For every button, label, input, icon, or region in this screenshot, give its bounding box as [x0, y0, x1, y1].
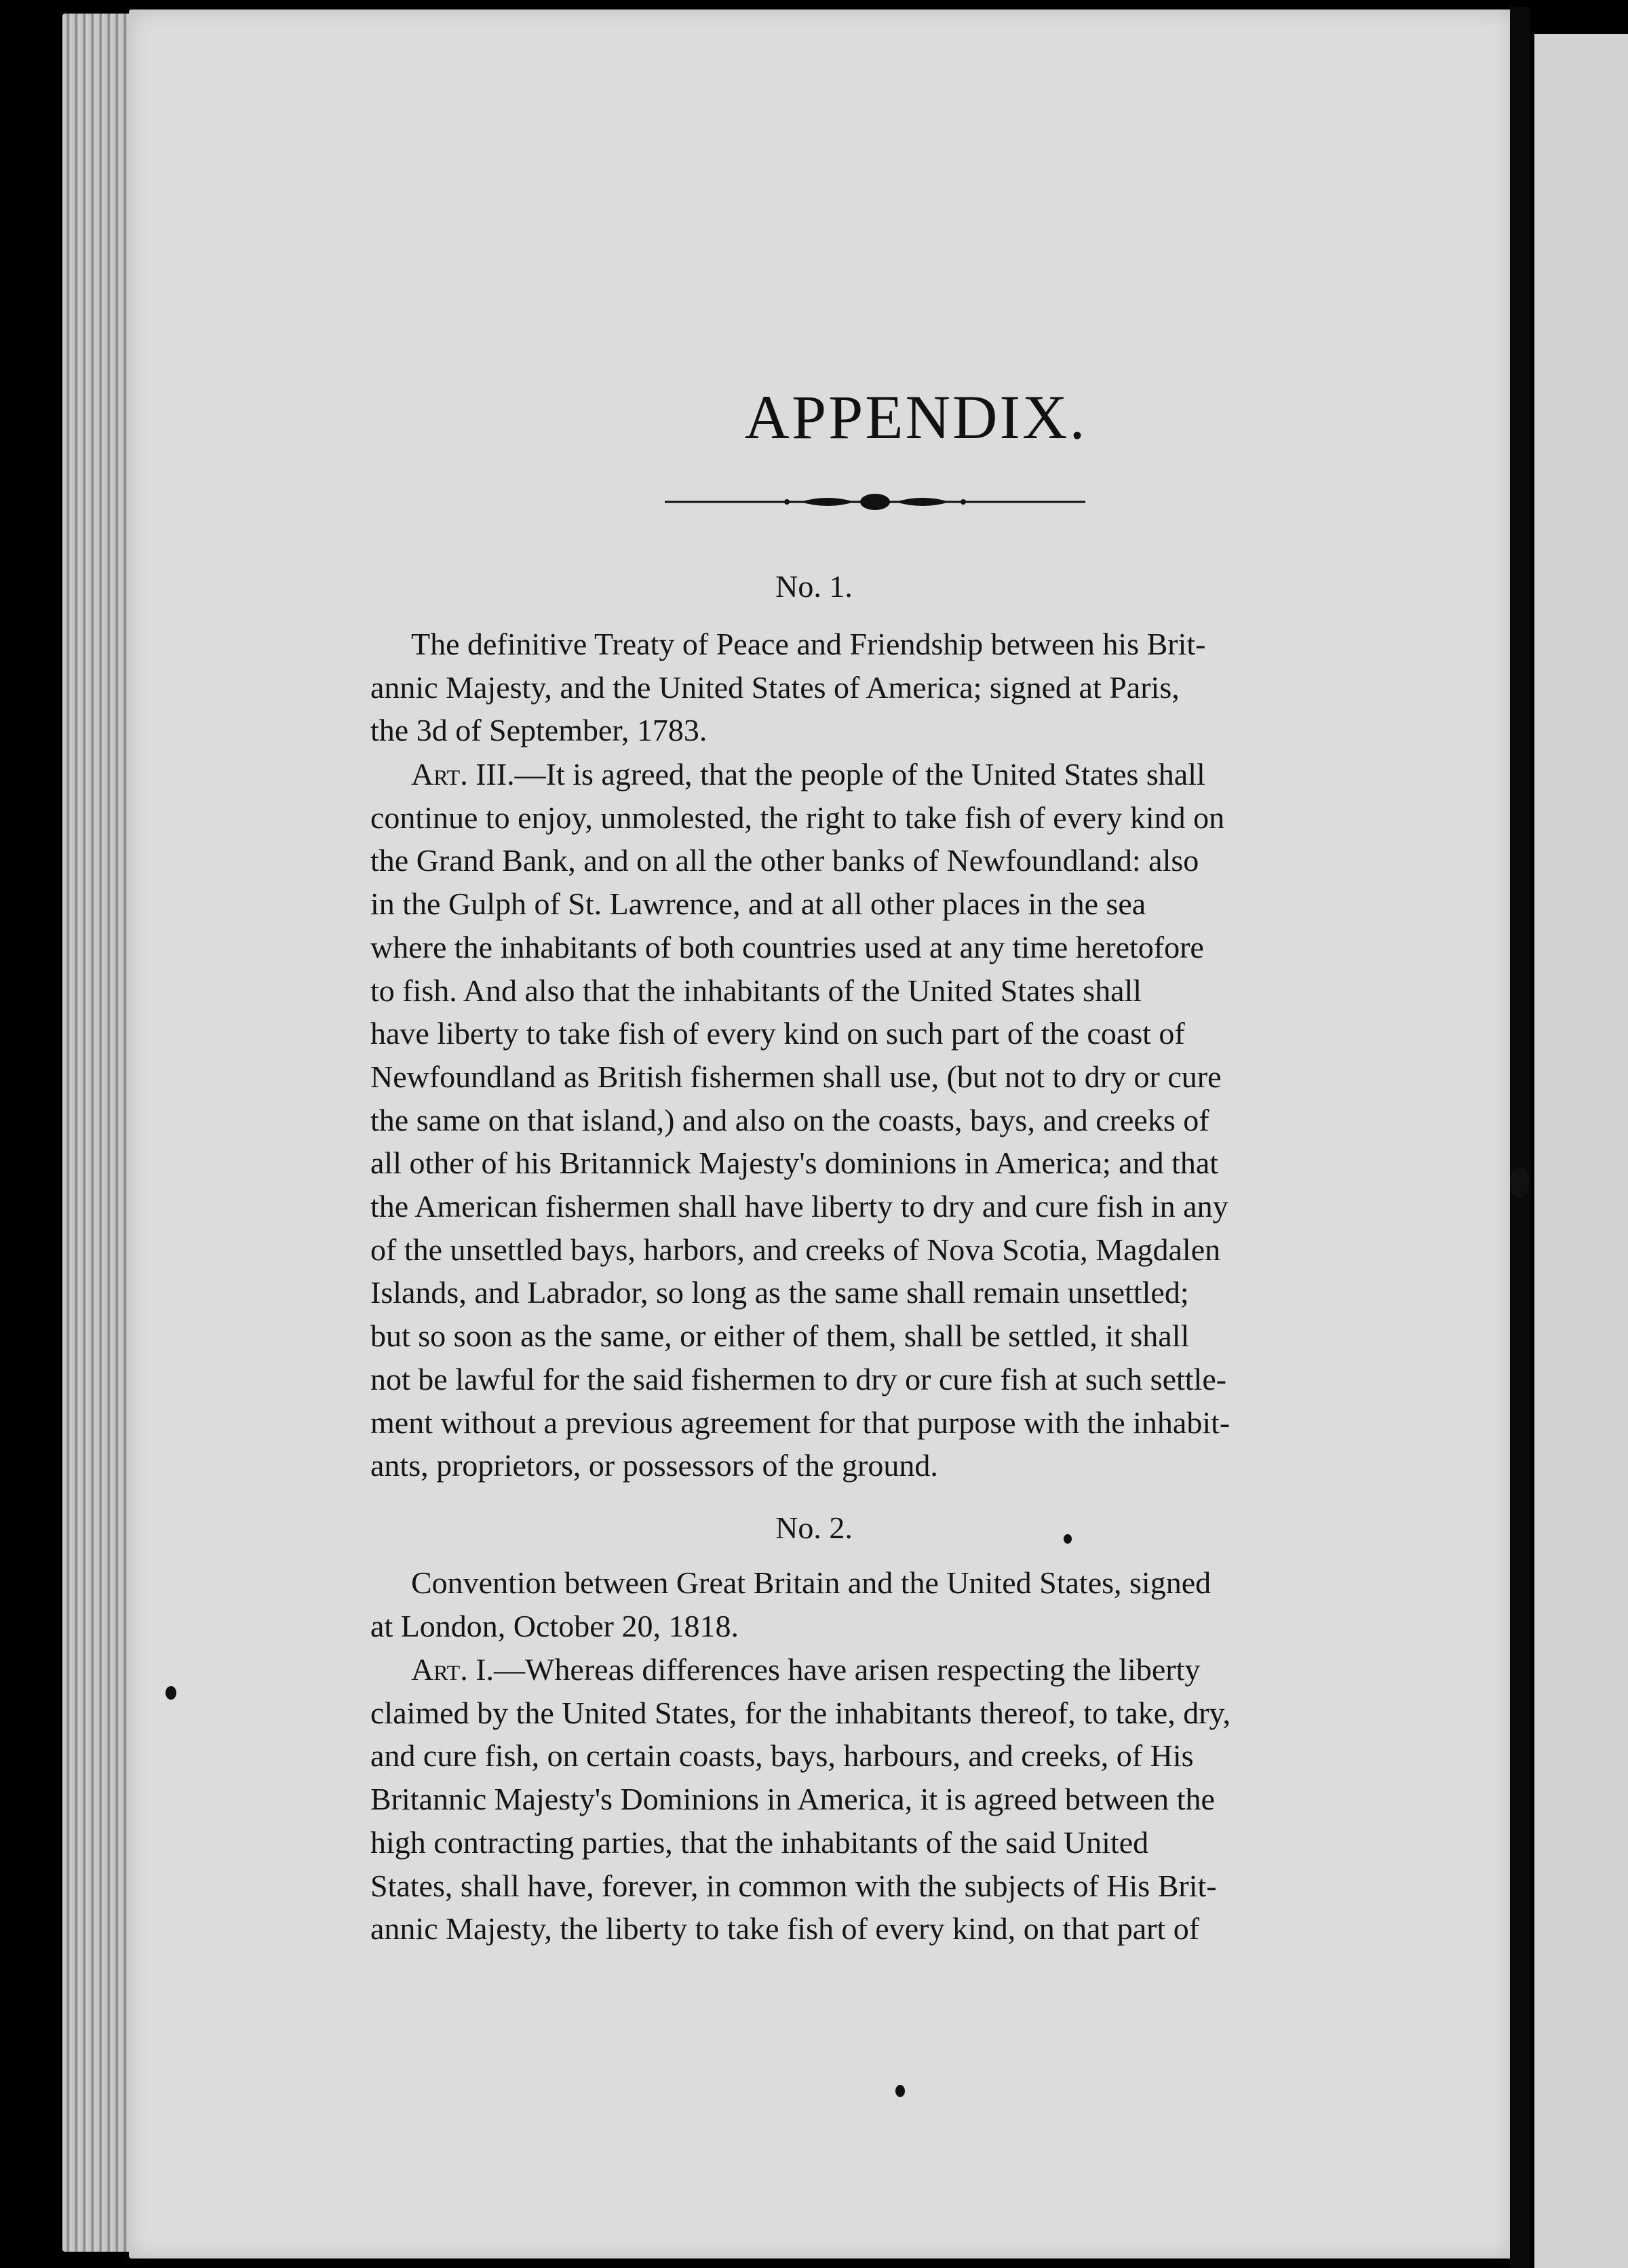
text-line: [370, 1605, 1374, 1648]
page-edges: [62, 14, 137, 2252]
text-line-content: at London, October 20, 1818.: [370, 1608, 739, 1643]
text-line-content: Convention between Great Britain and the United States, signed: [411, 1565, 1212, 1600]
section-2-intro: [370, 1561, 1374, 1647]
text-line: [370, 1821, 1374, 1864]
text-line-content: Islands, and Labrador, so long as the same shall remain unsettled;: [370, 1275, 1189, 1310]
text-line-content: annic Majesty, the liberty to take fish of every kind, on that part of: [370, 1911, 1200, 1947]
text-line: [370, 666, 1374, 709]
text-line-content: annic Majesty, and the United States of America; signed at Paris,: [370, 669, 1180, 705]
text-line-content: and cure fish, on certain coasts, bays, harbours, and creeks, of His: [370, 1738, 1194, 1774]
text-line: [370, 839, 1374, 882]
text-line: [370, 1012, 1374, 1055]
text-line-content: Newfoundland as British fishermen shall use, (but not to dry or cure: [370, 1059, 1222, 1094]
text-line: [370, 1444, 1374, 1487]
section-2-article: [370, 1648, 1374, 1951]
section-1-heading: No. 1.: [775, 569, 853, 604]
text-line-content: not be lawful for the said fishermen to dry or cure fish at such settle-: [370, 1361, 1227, 1396]
ink-speck: [166, 1686, 176, 1700]
text-line-content: —Whereas differences have arisen respecting the liberty: [494, 1652, 1201, 1687]
text-line: [370, 1692, 1374, 1735]
text-line: [370, 1358, 1374, 1401]
text-line: [370, 1055, 1374, 1099]
text-line-content: of the unsettled bays, harbors, and creeks of Nova Scotia, Magdalen: [370, 1232, 1221, 1267]
text-line: [370, 1141, 1374, 1185]
section-1-article: [370, 753, 1374, 1487]
text-line: [370, 623, 1374, 666]
text-line: [370, 1734, 1374, 1778]
text-line: [370, 1228, 1374, 1272]
text-line-content: have liberty to take fish of every kind on such part of the coast of: [370, 1016, 1185, 1051]
text-line-content: in the Gulph of St. Lawrence, and at all other places in the sea: [370, 886, 1146, 922]
text-line-content: ants, proprietors, or possessors of the ground.: [370, 1448, 938, 1483]
text-line-content: but so soon as the same, or either of them, shall be settled, it shall: [370, 1318, 1190, 1354]
text-line: [370, 753, 1374, 796]
text-line-content: the 3d of September, 1783.: [370, 713, 708, 748]
facing-page-edge: [1534, 34, 1628, 2268]
text-line: [370, 796, 1374, 840]
text-line-content: Britannic Majesty's Dominions in America, it is agreed between the: [370, 1782, 1215, 1817]
ornament-divider: [665, 488, 1085, 515]
section-2-heading: No. 2.: [775, 1510, 853, 1545]
text-line-content: States, shall have, forever, in common with the subjects of His Brit-: [370, 1868, 1217, 1903]
text-line-content: ment without a previous agreement for that purpose with the inhabit-: [370, 1405, 1230, 1440]
ink-speck: [895, 2085, 905, 2097]
text-line: [370, 1314, 1374, 1358]
text-line-content: the American fishermen shall have liberty to dry and cure fish in any: [370, 1189, 1228, 1224]
text-line-content: The definitive Treaty of Peace and Friendship between his Brit-: [411, 627, 1206, 661]
text-line: [370, 1907, 1374, 1951]
text-line: [370, 882, 1374, 926]
text-line-content: the Grand Bank, and on all the other banks of Newfoundland: also: [370, 843, 1199, 878]
text-line: [370, 1185, 1374, 1228]
text-line-content: where the inhabitants of both countries used at any time heretofore: [370, 929, 1204, 964]
text-line-content: all other of his Britannick Majesty's dominions in America; and that: [370, 1146, 1219, 1181]
text-line-content: to fish. And also that the inhabitants of the United States shall: [370, 973, 1142, 1008]
text-line-content: continue to enjoy, unmolested, the right to take fish of every kind on: [370, 800, 1225, 835]
text-line: [370, 1401, 1374, 1445]
article-label: Art. III.: [411, 757, 515, 791]
page-gutter: [1510, 7, 1530, 2268]
page-title: APPENDIX.: [744, 383, 1087, 452]
ink-speck: [1064, 1534, 1072, 1544]
text-line: [370, 1648, 1374, 1692]
text-line: [370, 1561, 1374, 1605]
text-line: [370, 1099, 1374, 1142]
text-line: [370, 1778, 1374, 1821]
section-1-intro: [370, 623, 1374, 752]
ink-blot: [1510, 1167, 1529, 1198]
text-line: [370, 969, 1374, 1013]
text-line: [370, 926, 1374, 969]
text-line: [370, 709, 1374, 752]
text-line: [370, 1271, 1374, 1314]
text-line: [370, 1864, 1374, 1908]
text-line-content: high contracting parties, that the inhabitants of the said United: [370, 1824, 1149, 1860]
text-line-content: claimed by the United States, for the inhabitants thereof, to take, dry,: [370, 1695, 1231, 1730]
text-line-content: the same on that island,) and also on the coasts, bays, and creeks of: [370, 1102, 1209, 1137]
article-label: Art. I.: [411, 1652, 495, 1687]
text-line-content: —It is agreed, that the people of the United States shall: [514, 757, 1205, 791]
